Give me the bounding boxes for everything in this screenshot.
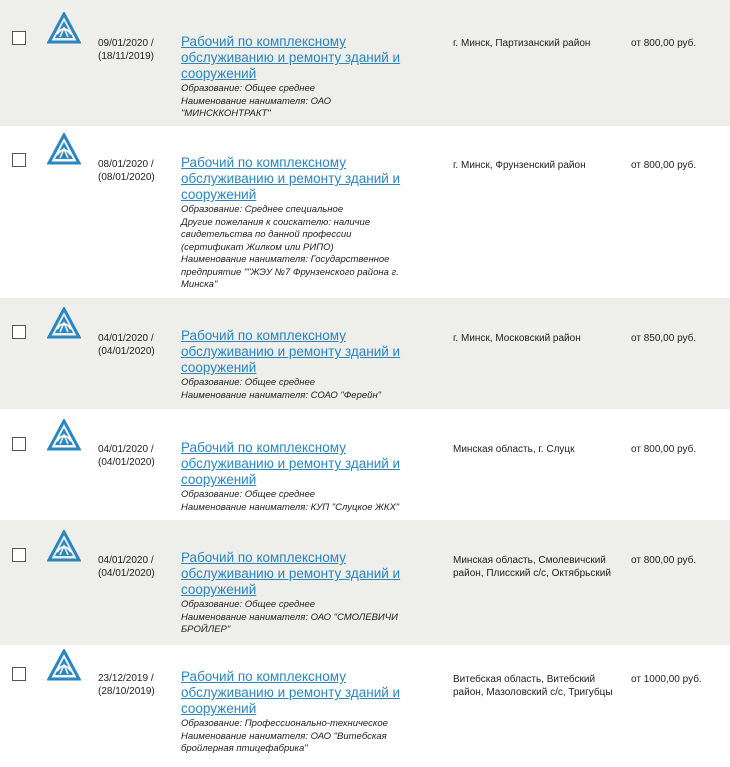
vacancy-row xyxy=(0,0,730,127)
vacancy-title-link[interactable]: Рабочий по комплексному обслуживанию и ремонту зданий и сооружений xyxy=(181,550,401,597)
vacancy-info xyxy=(181,328,416,402)
vacancy-details: Образование: Общее среднее Наименование нанимателя: ОАО "МИНСККОНТРАКТ" xyxy=(181,83,331,119)
vacancy-date: 23/12/2019 / (28/10/2019) xyxy=(98,673,155,697)
vacancy-title-link[interactable]: Рабочий по комплексному обслуживанию и ремонту зданий и сооружений xyxy=(181,34,401,81)
vacancy-salary: от 800,00 руб. xyxy=(631,444,697,455)
vacancy-location: г. Минск, Московский район xyxy=(453,333,581,344)
employment-service-logo-icon xyxy=(47,307,81,341)
vacancy-date: 04/01/2020 / (04/01/2020) xyxy=(98,444,155,468)
vacancy-title-link[interactable]: Рабочий по комплексному обслуживанию и ремонту зданий и сооружений xyxy=(181,328,401,375)
vacancy-location: Минская область, г. Слуцк xyxy=(453,444,575,455)
select-checkbox[interactable] xyxy=(12,153,26,167)
employment-service-logo-icon xyxy=(47,530,81,564)
vacancy-title-link[interactable]: Рабочий по комплексному обслуживанию и ремонту зданий и сооружений xyxy=(181,440,401,487)
vacancy-date: 09/01/2020 / (18/11/2019) xyxy=(98,38,154,62)
vacancy-salary: от 1000,00 руб. xyxy=(631,674,702,685)
vacancy-salary: от 850,00 руб. xyxy=(631,333,697,344)
vacancy-date: 04/01/2020 / (04/01/2020) xyxy=(98,555,155,579)
employment-service-logo-icon xyxy=(47,12,81,46)
vacancy-location: Витебская область, Витебский район, Мазоловский с/с, Тригубцы xyxy=(453,674,613,698)
vacancy-salary: от 800,00 руб. xyxy=(631,160,697,171)
vacancy-salary: от 800,00 руб. xyxy=(631,555,697,566)
vacancy-info xyxy=(181,34,416,121)
select-checkbox[interactable] xyxy=(12,31,26,45)
select-checkbox[interactable] xyxy=(12,325,26,339)
vacancy-row xyxy=(0,127,730,298)
vacancy-row xyxy=(0,520,730,646)
vacancy-row xyxy=(0,410,730,520)
vacancy-date: 08/01/2020 / (08/01/2020) xyxy=(98,159,155,183)
vacancy-row xyxy=(0,646,730,767)
vacancy-location: Минская область, Смолевичский район, Плисский с/с, Октябрьский xyxy=(453,555,611,579)
vacancy-salary: от 800,00 руб. xyxy=(631,38,697,49)
vacancy-info xyxy=(181,550,416,637)
vacancy-info xyxy=(181,669,416,756)
vacancy-date: 04/01/2020 / (04/01/2020) xyxy=(98,333,155,357)
vacancy-details: Образование: Общее среднее Наименование нанимателя: КУП "Слуцкое ЖКХ" xyxy=(181,489,400,513)
vacancy-location: г. Минск, Партизанский район xyxy=(453,38,591,49)
employment-service-logo-icon xyxy=(47,133,81,167)
vacancy-title-link[interactable]: Рабочий по комплексному обслуживанию и ремонту зданий и сооружений xyxy=(181,669,401,716)
select-checkbox[interactable] xyxy=(12,548,26,562)
vacancy-row xyxy=(0,298,730,410)
vacancy-location: г. Минск, Фрунзенский район xyxy=(453,160,586,171)
vacancy-title-link[interactable]: Рабочий по комплексному обслуживанию и ремонту зданий и сооружений xyxy=(181,155,401,202)
select-checkbox[interactable] xyxy=(12,437,26,451)
vacancy-info xyxy=(181,440,416,514)
employment-service-logo-icon xyxy=(47,419,81,453)
employment-service-logo-icon xyxy=(47,649,81,683)
vacancy-details: Образование: Общее среднее Наименование нанимателя: СОАО "Ферейн" xyxy=(181,377,382,401)
select-checkbox[interactable] xyxy=(12,667,26,681)
vacancy-info xyxy=(181,155,416,292)
vacancy-details: Образование: Профессионально-техническое Наименование нанимателя: ОАО "Витебская бройлерная птицефабрика" xyxy=(181,718,388,754)
vacancy-details: Образование: Общее среднее Наименование нанимателя: ОАО "СМОЛЕВИЧИ БРОЙЛЕР" xyxy=(181,599,398,635)
vacancy-details: Образование: Среднее специальное Другие пожелания к соискателю: наличие свидетельства по данной профессии (сертификат Жилком или РИПО) Наименование нанимателя: Государственное предприятие ""ЖЭУ №7 Фрунзенского района г. Минска" xyxy=(181,204,399,290)
